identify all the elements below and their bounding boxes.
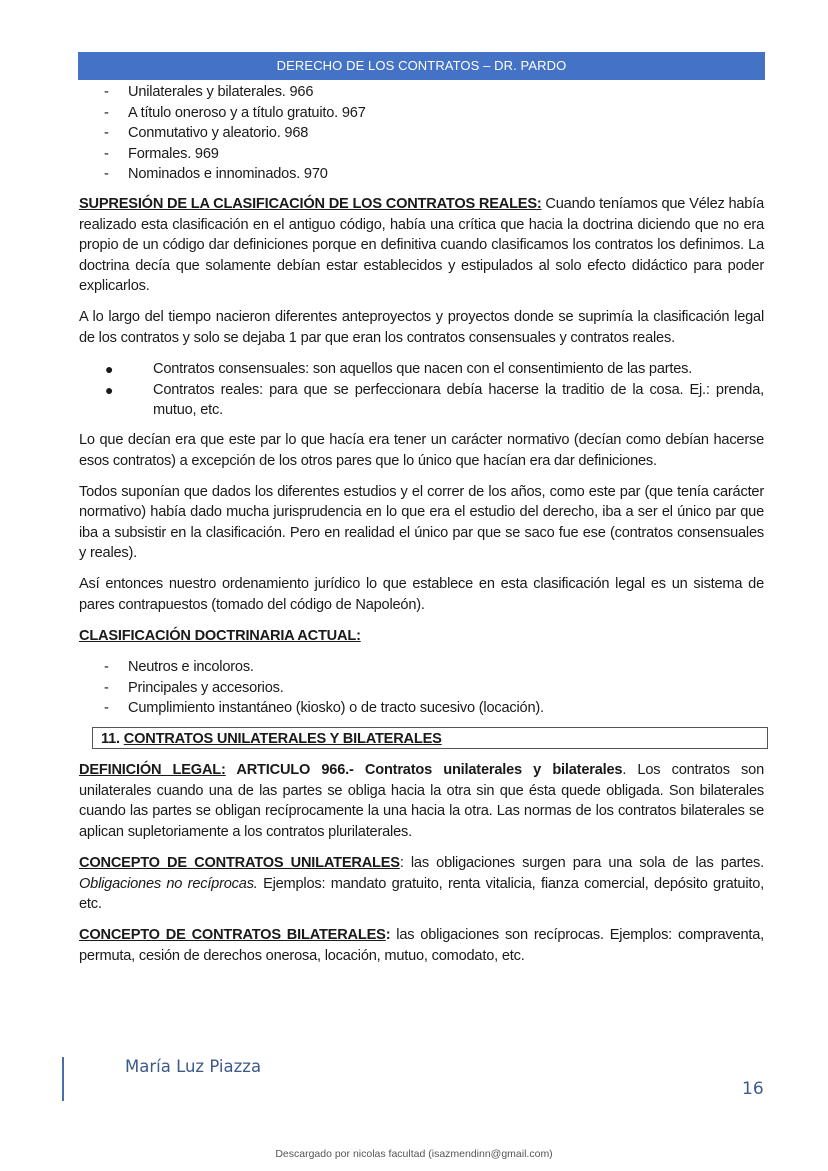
legal-definition-body: . Los contratos son unilaterales cuando una de las partes se obliga hacia la otra sin que ésta quede obligada. Son bilaterales cuando las partes se obligan recíprocamente la una hacia la otra. Las normas de los contratos bilaterales se aplican supletoriamente a los contratos plurilaterales. — [79, 762, 764, 840]
legal-definition-heading: DEFINICIÓN LEGAL: — [79, 762, 226, 779]
footer-author: María Luz Piazza — [125, 1057, 262, 1076]
section-heading-box — [92, 727, 768, 749]
list-item — [79, 657, 764, 678]
download-attribution: Descargado por nicolas facultad (isazmendinn@gmail.com) — [275, 1148, 553, 1160]
suppression-body: Cuando teníamos que Vélez había realizado esta clasificación en el antiguo código, había una crítica que hacia la doctrina diciendo que no era propio de un código dar definiciones porque en definitiva cuando clasificamos los contratos los definimos. La doctrina decía que solamente debían estar establecidos y estipulados al solo efecto didáctico para poder explicarlos. — [79, 195, 764, 295]
unilateral-concept-lead: : las obligaciones surgen para una sola de las partes. — [399, 854, 764, 871]
list-item-text: Contratos reales: para que se perfeccionara debía hacerse la traditio de la cosa. Ej.: prenda, mutuo, etc. — [153, 381, 764, 419]
dash-icon: - — [104, 145, 109, 162]
unilateral-concept-heading: CONCEPTO DE CONTRATOS UNILATERALES — [79, 854, 400, 871]
projects-paragraph: A lo largo del tiempo nacieron diferentes anteproyectos y proyectos donde se suprimía la clasificación legal de los contratos y solo se dejaba 1 par que eran los contratos consensuales y contratos reales. — [79, 309, 764, 347]
dash-icon: - — [104, 125, 109, 142]
list-item — [79, 359, 764, 380]
list-item — [79, 678, 764, 699]
bullet-icon: ● — [105, 361, 114, 378]
running-header: DERECHO DE LOS CONTRATOS – DR. PARDO — [78, 52, 765, 80]
dash-icon: - — [104, 104, 109, 121]
list-item — [79, 123, 764, 144]
doctrinal-heading-paragraph — [79, 626, 764, 647]
list-item — [79, 380, 764, 421]
list-item-text: Conmutativo y aleatorio. 968 — [128, 125, 309, 142]
dash-icon: - — [104, 700, 109, 717]
bilateral-concept-colon: : — [385, 927, 391, 944]
legal-definition-paragraph — [79, 760, 764, 842]
list-item — [79, 698, 764, 719]
suppression-heading: SUPRESIÓN DE LA CLASIFICACIÓN DE LOS CONTRATOS REALES: — [79, 195, 542, 212]
dash-icon: - — [104, 84, 109, 100]
bilateral-concept-paragraph — [79, 925, 764, 966]
section-title: CONTRATOS UNILATERALES Y BILATERALES — [123, 731, 442, 748]
unilateral-concept-paragraph — [79, 853, 764, 915]
article-title: ARTICULO 966.- Contratos unilaterales y bilaterales — [225, 762, 623, 779]
footer-accent-rule — [62, 1057, 64, 1101]
suppression-paragraph — [79, 194, 764, 297]
contract-types-list — [79, 359, 764, 421]
dash-icon: - — [104, 659, 109, 676]
list-item-text: A título oneroso y a título gratuito. 967 — [128, 104, 366, 121]
dash-icon: - — [104, 166, 109, 183]
bilateral-concept-heading: CONCEPTO DE CONTRATOS BILATERALES — [79, 927, 386, 944]
list-item — [79, 82, 764, 103]
list-item-text: Unilaterales y bilaterales. 966 — [128, 84, 314, 100]
bilateral-concept-body: las obligaciones son recíprocas. Ejemplos: compraventa, permuta, cesión de derechos onerosa, locación, mutuo, comodato, etc. — [79, 927, 764, 964]
list-item-text: Nominados e innominados. 970 — [128, 166, 328, 183]
list-item-text: Neutros e incoloros. — [128, 659, 254, 676]
doctrinal-classification-list — [79, 657, 764, 719]
unilateral-concept-italic: Obligaciones no recíprocas. — [79, 875, 258, 892]
list-item — [79, 144, 764, 165]
assumption-paragraph: Todos suponían que dados los diferentes estudios y el correr de los años, como este par (que tenía carácter normativo) había dado mucha jurisprudencia en lo que era el estudio del derecho, iba a ser el único par que iba a subsistir en la clasificación. Pero en realidad el único par que se saco fue ese (contratos consensuales y reales). — [79, 483, 764, 562]
system-paragraph: Así entonces nuestro ordenamiento jurídico lo que establece en esta clasificación legal es un sistema de pares contrapuestos (tomado del código de Napoleón). — [79, 576, 764, 614]
list-item — [79, 164, 764, 185]
section-number: 11. — [101, 731, 124, 748]
list-item-text: Formales. 969 — [128, 145, 219, 162]
unilateral-concept-body: Ejemplos: mandato gratuito, renta vitalicia, fianza comercial, depósito gratuito, etc. — [79, 875, 764, 913]
normative-paragraph: Lo que decían era que este par lo que hacía era tener un carácter normativo (decían como debían hacerse esos contratos) a excepción de los otros pares que lo único que hacían era dar definiciones. — [79, 431, 764, 469]
list-item-text: Cumplimiento instantáneo (kiosko) o de tracto sucesivo (locación). — [128, 700, 544, 717]
list-item-text: Principales y accesorios. — [128, 679, 284, 696]
doctrinal-heading: CLASIFICACIÓN DOCTRINARIA ACTUAL: — [79, 628, 361, 645]
dash-icon: - — [104, 679, 109, 696]
page-number: 16 — [742, 1079, 764, 1099]
bullet-icon: ● — [105, 381, 114, 398]
list-item — [79, 103, 764, 124]
legal-classification-list — [79, 82, 764, 185]
list-item-text: Contratos consensuales: son aquellos que nacen con el consentimiento de las partes. — [153, 361, 693, 378]
page-content — [79, 82, 764, 977]
